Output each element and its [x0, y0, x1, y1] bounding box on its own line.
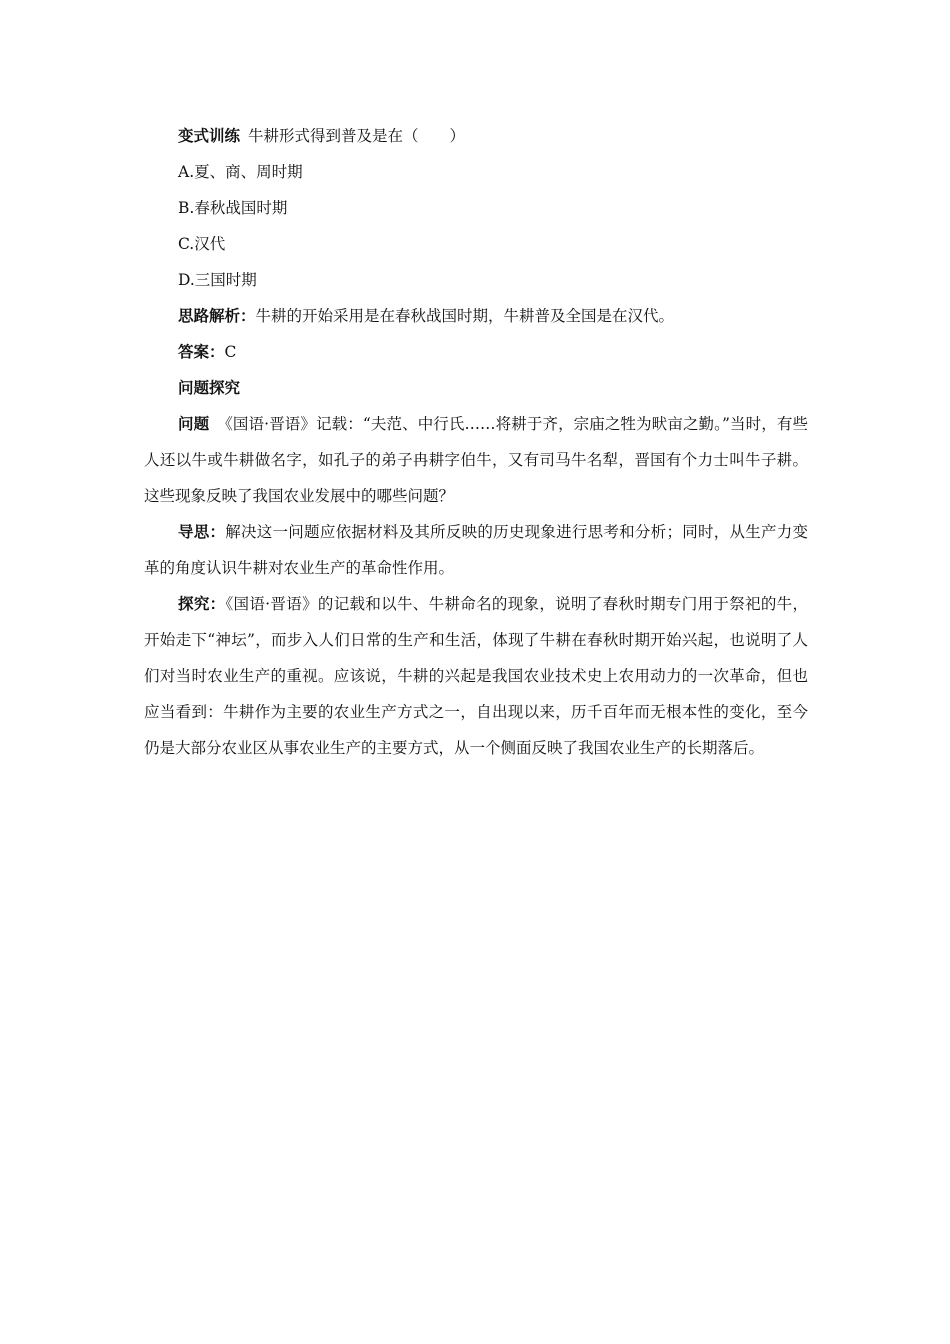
- exercise-label: 变式训练: [178, 127, 241, 145]
- inquiry-question-paragraph: [144, 406, 808, 514]
- option-d: D.三国时期: [178, 271, 257, 289]
- exercise-question: 牛耕形式得到普及是在（ ）: [248, 127, 466, 145]
- question-label: 问题: [178, 415, 210, 433]
- exercise-question-line: [144, 118, 808, 154]
- answer-line: [144, 334, 808, 370]
- analysis-label: 思路解析：: [178, 307, 256, 325]
- analysis-line: [144, 298, 808, 334]
- guide-label: 导思：: [178, 523, 226, 541]
- answer-label: 答案：: [178, 343, 225, 361]
- answer-value: C: [224, 343, 237, 361]
- document-content: [144, 118, 808, 766]
- explore-label: 探究：: [178, 595, 226, 613]
- option-c: C.汉代: [178, 235, 226, 253]
- guide-paragraph: [144, 514, 808, 586]
- option-a: A.夏、商、周时期: [178, 163, 303, 181]
- explore-text: 《国语·晋语》的记载和以牛、牛耕命名的现象，说明了春秋时期专门用于祭祀的牛，开始走下“神坛”，而步入人们日常的生产和生活，体现了牛耕在春秋时期开始兴起，也说明了人们对当时农业生产的重视。应该说，牛耕的兴起是我国农业技术史上农用动力的一次革命，但也应当看到：牛耕作为主要的农业生产方式之一，自出现以来，历千百年而无根本性的变化，至今仍是大部分农业区从事农业生产的主要方式，从一个侧面反映了我国农业生产的长期落后。: [144, 595, 808, 757]
- option-b: B.春秋战国时期: [178, 199, 288, 217]
- guide-text: 解决这一问题应依据材料及其所反映的历史现象进行思考和分析；同时，从生产力变革的角度认识牛耕对农业生产的革命性作用。: [144, 523, 808, 577]
- explore-paragraph: [144, 586, 808, 766]
- question-text: 《国语·晋语》记载：“夫范、中行氏……将耕于齐，宗庙之牲为畎亩之勤。”当时，有些人还以牛或牛耕做名字，如孔子的弟子冉耕字伯牛，又有司马牛名犁，晋国有个力士叫牛子耕。这些现象反映了我国农业发展中的哪些问题？: [144, 415, 808, 505]
- analysis-text: 牛耕的开始采用是在春秋战国时期，牛耕普及全国是在汉代。: [255, 307, 675, 325]
- inquiry-heading: 问题探究: [178, 379, 241, 397]
